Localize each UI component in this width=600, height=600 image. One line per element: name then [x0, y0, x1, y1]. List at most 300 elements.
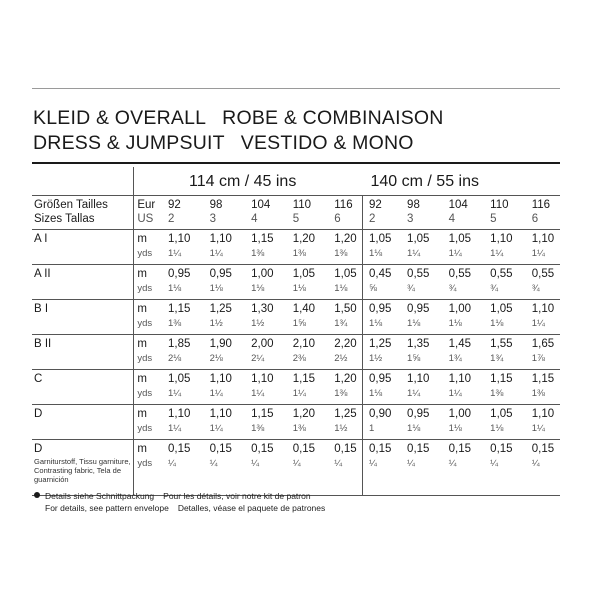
size-label-cell	[32, 196, 134, 230]
unit-cell	[134, 440, 165, 496]
meters-value: 0,15	[334, 443, 357, 455]
yards-value: 1⅛	[407, 318, 421, 329]
unit-yds: yds	[137, 423, 153, 434]
size-eur: 104	[251, 199, 271, 211]
unit-m: m	[137, 338, 147, 350]
yardage-cell	[290, 440, 332, 496]
size-label-line1: Größen Tailles	[34, 199, 108, 211]
yards-value: 1¼	[448, 248, 462, 259]
yardage-cell	[248, 265, 290, 300]
meters-value: 1,15	[251, 408, 274, 420]
yards-value: 1⅜	[251, 423, 265, 434]
yards-value: 1⅜	[292, 248, 306, 259]
yardage-cell	[446, 265, 488, 300]
yards-value: ¼	[168, 458, 176, 469]
yards-value: 1¾	[490, 353, 504, 364]
meters-value: 0,15	[490, 443, 513, 455]
meters-value: 0,95	[209, 268, 232, 280]
meters-value: 1,40	[292, 303, 316, 315]
yards-value: ¾	[407, 283, 415, 294]
meters-value: 1,10	[209, 373, 232, 385]
unit-m: m	[137, 408, 147, 420]
meters-value: 1,25	[209, 303, 232, 315]
yards-value: 1¼	[407, 388, 421, 399]
footnote-fr: Pour les détails, voir notre kit de patron	[163, 491, 311, 501]
yardage-cell	[529, 230, 560, 265]
top-rule	[32, 88, 560, 89]
view-label-cell	[32, 300, 134, 335]
view-label: A I	[34, 233, 48, 245]
meters-value: 1,15	[168, 303, 191, 315]
yardage-cell	[248, 405, 290, 440]
yardage-cell	[331, 370, 362, 405]
meters-value: 1,10	[448, 373, 471, 385]
yards-value: 1¼	[168, 248, 182, 259]
yards-value: 1¼	[292, 388, 306, 399]
size-col-header	[404, 196, 446, 230]
meters-value: 1,15	[490, 373, 513, 385]
meters-value: 1,10	[209, 233, 232, 245]
fabric-width-header	[32, 167, 560, 196]
yards-value: 1⅛	[251, 283, 265, 294]
meters-value: 1,20	[334, 233, 357, 245]
meters-value: 0,15	[292, 443, 316, 455]
meters-value: 1,00	[448, 408, 471, 420]
yards-value: 1⅜	[334, 388, 348, 399]
meters-value: 1,50	[334, 303, 357, 315]
size-header-row	[32, 196, 560, 230]
meters-value: 0,55	[490, 268, 513, 280]
yards-value: 1⅛	[368, 248, 383, 259]
table-row	[32, 405, 560, 440]
yards-value: 1	[368, 423, 375, 434]
yardage-cell	[207, 405, 249, 440]
yardage-cell	[404, 405, 446, 440]
yards-value: 1¼	[531, 248, 545, 259]
view-label-cell	[32, 405, 134, 440]
title-line-1	[33, 107, 444, 130]
yards-value: ¾	[448, 283, 457, 294]
unit-m: m	[137, 268, 147, 280]
view-label: D	[34, 443, 43, 455]
yards-value: 1¼	[407, 248, 421, 259]
meters-value: 1,15	[251, 233, 274, 245]
meters-value: 0,95	[407, 303, 430, 315]
size-col-header	[362, 196, 404, 230]
yardage-cell	[446, 335, 488, 370]
yards-value: 1⅛	[168, 283, 182, 294]
yardage-cell	[529, 335, 560, 370]
size-col-header	[529, 196, 560, 230]
meters-value: 1,20	[292, 233, 316, 245]
yards-value: 1⅝	[292, 318, 306, 329]
yardage-cell	[362, 230, 404, 265]
size-col-header	[165, 196, 207, 230]
meters-value: 0,55	[531, 268, 555, 280]
title-de: KLEID & OVERALL	[33, 107, 207, 129]
yardage-cell	[165, 335, 207, 370]
size-label-line2: Sizes Tallas	[34, 213, 95, 225]
yards-value: ¾	[531, 283, 540, 294]
meters-value: 1,10	[168, 233, 191, 245]
yardage-cell	[290, 265, 332, 300]
yards-value: 1⅛	[334, 283, 348, 294]
yardage-cell	[404, 265, 446, 300]
yards-value: 1⅛	[368, 318, 383, 329]
yards-value: ¼	[490, 458, 499, 469]
meters-value: 1,05	[168, 373, 191, 385]
view-label: B II	[34, 338, 52, 350]
yardage-cell	[248, 300, 290, 335]
yardage-cell	[487, 405, 529, 440]
yardage-cell	[446, 370, 488, 405]
meters-value: 0,95	[168, 268, 191, 280]
size-us: 4	[448, 213, 456, 225]
size-eur: 104	[448, 199, 468, 211]
yardage-cell	[446, 300, 488, 335]
yards-value: ¼	[251, 458, 260, 469]
meters-value: 2,00	[251, 338, 274, 350]
size-col-header	[290, 196, 332, 230]
yardage-cell	[487, 370, 529, 405]
title-es: VESTIDO & MONO	[240, 132, 414, 154]
meters-value: 1,10	[251, 373, 274, 385]
yardage-cell	[487, 440, 529, 496]
yardage-cell	[362, 265, 404, 300]
unit-cell	[134, 335, 165, 370]
meters-value: 0,15	[209, 443, 232, 455]
yardage-cell	[207, 335, 249, 370]
yardage-cell	[207, 440, 249, 496]
title-rule	[32, 162, 560, 164]
meters-value: 1,25	[334, 408, 357, 420]
size-us: 2	[168, 213, 175, 225]
yardage-cell	[529, 300, 560, 335]
meters-value: 1,30	[251, 303, 274, 315]
yardage-cell	[165, 405, 207, 440]
yardage-cell	[165, 440, 207, 496]
meters-value: 1,20	[292, 408, 316, 420]
yardage-cell	[362, 405, 404, 440]
size-eur: 110	[490, 199, 509, 211]
yards-value: 1½	[209, 318, 223, 329]
yardage-cell	[290, 370, 332, 405]
meters-value: 1,15	[531, 373, 555, 385]
yards-value: 1¼	[209, 248, 223, 259]
fabric-width-114: 114 cm / 45 ins	[189, 173, 297, 190]
meters-value: 1,10	[209, 408, 232, 420]
meters-value: 0,15	[448, 443, 471, 455]
bullet-icon	[34, 492, 40, 498]
unit-m: m	[137, 373, 147, 385]
unit-yds: yds	[137, 318, 153, 329]
yardage-cell	[290, 405, 332, 440]
meters-value: 1,10	[531, 408, 555, 420]
yardage-cell	[290, 335, 332, 370]
yardage-cell	[290, 230, 332, 265]
yards-value: 1⅝	[407, 353, 421, 364]
footnote-en: For details, see pattern envelope	[45, 503, 169, 513]
size-eur: 98	[209, 199, 223, 211]
table-row	[32, 335, 560, 370]
yardage-cell	[362, 440, 404, 496]
meters-value: 1,05	[334, 268, 357, 280]
yards-value: 1⅛	[490, 318, 504, 329]
unit-cell	[134, 405, 165, 440]
yards-value: 1⅛	[407, 423, 421, 434]
size-col-header	[487, 196, 529, 230]
yards-value: 1¼	[251, 388, 265, 399]
view-note: Garniturstoff, Tissu garniture, Contrasting fabric, Tela de guarnición	[34, 457, 131, 484]
yards-value: 1¼	[490, 248, 504, 259]
meters-value: 0,15	[531, 443, 555, 455]
yardage-cell	[165, 230, 207, 265]
yards-value: 1½	[368, 353, 383, 364]
meters-value: 1,85	[168, 338, 191, 350]
yards-value: 1⅜	[334, 248, 348, 259]
size-system-eur: Eur	[137, 199, 156, 211]
title-line-2	[33, 132, 414, 155]
unit-cell	[134, 230, 165, 265]
size-col-header	[248, 196, 290, 230]
table-row	[32, 300, 560, 335]
yardage-cell	[248, 440, 290, 496]
table-row	[32, 440, 560, 496]
yards-value: ¼	[334, 458, 343, 469]
size-us: 3	[407, 213, 414, 225]
yards-value: 1¼	[531, 318, 545, 329]
yardage-cell	[362, 370, 404, 405]
size-col-header	[446, 196, 488, 230]
yards-value: 1⅜	[490, 388, 504, 399]
size-eur: 98	[407, 199, 420, 211]
yards-value: 1¾	[334, 318, 348, 329]
table-row	[32, 370, 560, 405]
unit-yds: yds	[137, 283, 153, 294]
unit-m: m	[137, 233, 147, 245]
size-system-us: US	[137, 213, 154, 225]
yardage-cell	[165, 370, 207, 405]
unit-cell	[134, 300, 165, 335]
yards-value: 1⅛	[448, 423, 462, 434]
footnote-de: Details siehe Schnittpackung	[45, 491, 155, 501]
unit-yds: yds	[137, 458, 153, 469]
unit-cell	[134, 370, 165, 405]
yardage-cell	[165, 300, 207, 335]
meters-value: 0,15	[368, 443, 392, 455]
yards-value: ¼	[448, 458, 457, 469]
yards-value: ¼	[209, 458, 218, 469]
size-us: 6	[334, 213, 341, 225]
size-system-cell	[134, 196, 165, 230]
yardage-cell	[529, 405, 560, 440]
footnote-es: Detalles, véase el paquete de patrones	[177, 503, 326, 513]
yards-value: 1⅜	[251, 248, 265, 259]
yardage-cell	[529, 370, 560, 405]
meters-value: 0,15	[251, 443, 274, 455]
table-row	[32, 265, 560, 300]
yardage-cell	[331, 405, 362, 440]
yards-value: ⅝	[368, 283, 377, 294]
meters-value: 0,55	[448, 268, 471, 280]
yardage-cell	[404, 300, 446, 335]
meters-value: 1,35	[407, 338, 430, 350]
view-label-cell	[32, 440, 134, 496]
yardage-cell	[487, 335, 529, 370]
meters-value: 0,95	[368, 303, 392, 315]
yards-value: 1¾	[448, 353, 462, 364]
title-fr: ROBE & COMBINAISON	[222, 107, 444, 129]
meters-value: 1,45	[448, 338, 471, 350]
meters-value: 0,90	[368, 408, 392, 420]
yards-value: 1⅛	[209, 283, 223, 294]
size-us: 6	[531, 213, 539, 225]
meters-value: 1,65	[531, 338, 555, 350]
yards-value: 1½	[334, 423, 348, 434]
yards-value: 1¼	[168, 388, 182, 399]
meters-value: 1,90	[209, 338, 232, 350]
yards-value: 1¼	[531, 423, 545, 434]
yards-value: 1⅛	[490, 423, 504, 434]
view-label: B I	[34, 303, 49, 315]
size-us: 5	[292, 213, 300, 225]
yardage-cell	[487, 300, 529, 335]
size-us: 3	[209, 213, 216, 225]
yardage-cell	[487, 230, 529, 265]
yards-value: 1¼	[168, 423, 182, 434]
yardage-cell	[331, 265, 362, 300]
yardage-cell	[207, 230, 249, 265]
yardage-cell	[529, 440, 560, 496]
meters-value: 0,15	[407, 443, 430, 455]
yards-value: 1¼	[448, 388, 462, 399]
yardage-cell	[446, 405, 488, 440]
yardage-cell	[331, 335, 362, 370]
yards-value: 2⅛	[209, 353, 223, 364]
yards-value: 2⅜	[292, 353, 306, 364]
yards-value: 1⅛	[448, 318, 462, 329]
view-label: A II	[34, 268, 51, 280]
yardage-cell	[362, 335, 404, 370]
meters-value: 1,10	[407, 373, 430, 385]
yardage-cell	[207, 370, 249, 405]
yards-value: 1½	[251, 318, 265, 329]
yards-value: 1⅛	[292, 283, 306, 294]
size-col-header	[331, 196, 362, 230]
yards-value: ¼	[292, 458, 301, 469]
yards-value: 2¼	[251, 353, 265, 364]
yardage-cell	[362, 300, 404, 335]
meters-value: 0,15	[168, 443, 191, 455]
yards-value: 1⅜	[531, 388, 545, 399]
yardage-table	[32, 167, 560, 496]
meters-value: 1,10	[490, 233, 513, 245]
meters-value: 1,15	[292, 373, 316, 385]
yardage-cell	[404, 335, 446, 370]
unit-yds: yds	[137, 388, 153, 399]
yards-value: ¼	[531, 458, 540, 469]
meters-value: 1,20	[334, 373, 357, 385]
yardage-cell	[487, 265, 529, 300]
yards-value: 2⅛	[168, 353, 182, 364]
yards-value: 1¼	[209, 423, 223, 434]
meters-value: 1,05	[292, 268, 316, 280]
size-us: 5	[490, 213, 497, 225]
view-label-cell	[32, 370, 134, 405]
table-row	[32, 230, 560, 265]
view-label: C	[34, 373, 43, 385]
meters-value: 1,10	[531, 233, 555, 245]
yardage-cell	[290, 300, 332, 335]
meters-value: 1,10	[531, 303, 555, 315]
yardage-cell	[529, 265, 560, 300]
yardage-cell	[248, 230, 290, 265]
meters-value: 1,55	[490, 338, 513, 350]
meters-value: 1,05	[368, 233, 392, 245]
yards-value: 1⅛	[368, 388, 383, 399]
view-label-cell	[32, 230, 134, 265]
yards-value: 1⅜	[168, 318, 182, 329]
meters-value: 0,95	[407, 408, 430, 420]
size-eur: 92	[368, 199, 382, 211]
meters-value: 0,95	[368, 373, 392, 385]
yardage-cell	[248, 370, 290, 405]
size-eur: 116	[531, 199, 551, 211]
yards-value: 2½	[334, 353, 348, 364]
yardage-cell	[207, 265, 249, 300]
size-us: 4	[251, 213, 258, 225]
meters-value: 0,45	[368, 268, 392, 280]
unit-yds: yds	[137, 248, 153, 259]
unit-m: m	[137, 443, 147, 455]
fabric-width-140: 140 cm / 55 ins	[370, 173, 479, 190]
meters-value: 1,25	[368, 338, 392, 350]
yards-value: ¼	[407, 458, 415, 469]
title-en: DRESS & JUMPSUIT	[33, 132, 225, 154]
meters-value: 0,55	[407, 268, 430, 280]
size-eur: 110	[292, 199, 312, 211]
meters-value: 1,05	[490, 303, 513, 315]
meters-value: 1,05	[490, 408, 513, 420]
meters-value: 2,20	[334, 338, 357, 350]
view-label-cell	[32, 335, 134, 370]
yardage-cell	[248, 335, 290, 370]
yards-value: ¼	[368, 458, 377, 469]
yards-value: 1¼	[209, 388, 223, 399]
size-eur: 116	[334, 199, 353, 211]
yardage-cell	[404, 230, 446, 265]
yardage-cell	[331, 440, 362, 496]
unit-cell	[134, 265, 165, 300]
meters-value: 1,05	[448, 233, 471, 245]
yards-value: ¾	[490, 283, 499, 294]
yardage-cell	[446, 230, 488, 265]
yards-value: 1⅞	[531, 353, 545, 364]
yardage-cell	[404, 440, 446, 496]
yardage-cell	[207, 300, 249, 335]
size-col-header	[207, 196, 249, 230]
meters-value: 1,10	[168, 408, 191, 420]
unit-yds: yds	[137, 353, 153, 364]
view-label: D	[34, 408, 43, 420]
meters-value: 1,05	[407, 233, 430, 245]
meters-value: 1,00	[251, 268, 274, 280]
size-eur: 92	[168, 199, 181, 211]
meters-value: 2,10	[292, 338, 316, 350]
unit-m: m	[137, 303, 147, 315]
view-label-cell	[32, 265, 134, 300]
yards-value: 1⅜	[292, 423, 306, 434]
